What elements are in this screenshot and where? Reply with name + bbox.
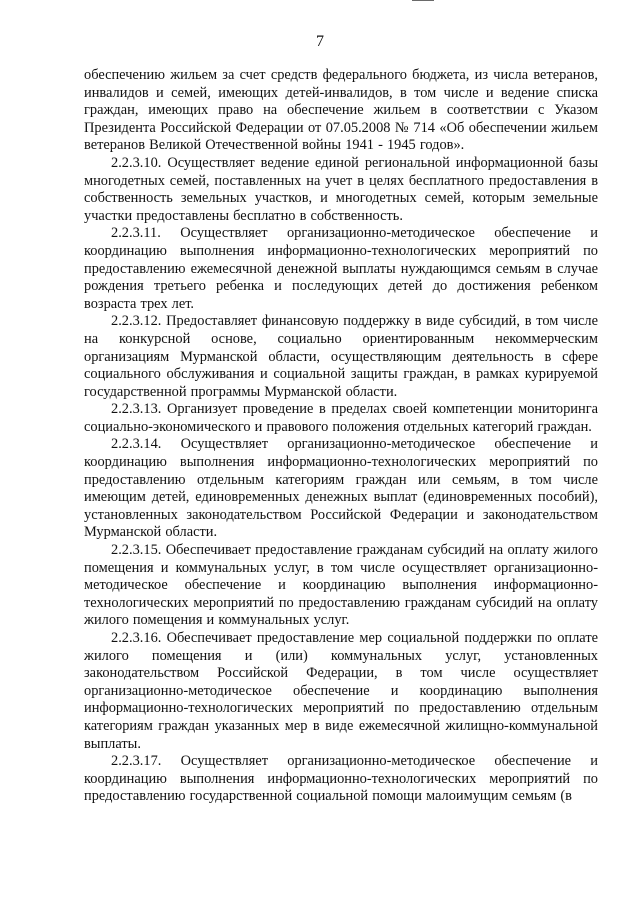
page-number: 7: [316, 33, 324, 50]
paragraph-2-2-3-16: 2.2.3.16. Обеспечивает предоставление мер социальной поддержки по оплате жилого помещения и (или) коммунальных услуг, установленных законодательством Российской Федерации, в том числе осуществляет организационно-методическое обеспечение и координацию выполнения информационно-технологических мероприятий по предоставлению отдельным категориям граждан указанных мер в виде ежемесячной жилищно-коммунальной выплаты.: [84, 630, 598, 752]
document-body: [84, 67, 598, 806]
paragraph-2-2-3-15: 2.2.3.15. Обеспечивает предоставление гражданам субсидий на оплату жилого помещения и коммунальных услуг, в том числе осуществляет организационно-методическое обеспечение и координацию выполнения информационно-технологических мероприятий по предоставлению гражданам субсидий на оплату жилого помещения и коммунальных услуг.: [84, 542, 598, 629]
paragraph-2-2-3-17: 2.2.3.17. Осуществляет организационно-методическое обеспечение и координацию выполнения информационно-технологических мероприятий по предоставлению государственной социальной помощи малоимущим семьям (в: [84, 753, 598, 805]
paragraph-2-2-3-10: 2.2.3.10. Осуществляет ведение единой региональной информационной базы многодетных семей, поставленных на учет в целях бесплатного предоставления в собственность земельных участков, и многодетных семей, которым земельные участки предоставлены бесплатно в собственность.: [84, 154, 598, 224]
scan-edge-mark: [412, 0, 434, 1]
paragraph-2-2-3-14: 2.2.3.14. Осуществляет организационно-методическое обеспечение и координацию выполнения информационно-технологических мероприятий по предоставлению отдельным категориям граждан или семьям, в том числе имеющим детей, единовременных денежных выплат (единовременных пособий), установленных законодательством Российской Федерации и законодательством Мурманской области.: [84, 436, 598, 541]
paragraph-continuation: обеспечению жильем за счет средств федерального бюджета, из числа ветеранов, инвалидов и семей, имеющих детей-инвалидов, в том числе и ведение списка граждан, имеющих право на обеспечение жильем в соответствии с Указом Президента Российской Федерации от 07.05.2008 № 714 «Об обеспечении жильем ветеранов Великой Отечественной войны 1941 - 1945 годов».: [84, 67, 598, 154]
paragraph-2-2-3-11: 2.2.3.11. Осуществляет организационно-методическое обеспечение и координацию выполнения информационно-технологических мероприятий по предоставлению ежемесячной денежной выплаты нуждающимся семьям в случае рождения третьего ребенка и последующих детей до достижения ребенком возраста трех лет.: [84, 225, 598, 312]
paragraph-2-2-3-13: 2.2.3.13. Организует проведение в пределах своей компетенции мониторинга социально-экономического и правового положения отдельных категорий граждан.: [84, 401, 598, 435]
paragraph-2-2-3-12: 2.2.3.12. Предоставляет финансовую поддержку в виде субсидий, в том числе на конкурсной основе, социально ориентированным некоммерческим организациям Мурманской области, осуществляющим деятельность в сфере социального обслуживания и социальной защиты граждан, в рамках курируемой государственной программы Мурманской области.: [84, 313, 598, 400]
